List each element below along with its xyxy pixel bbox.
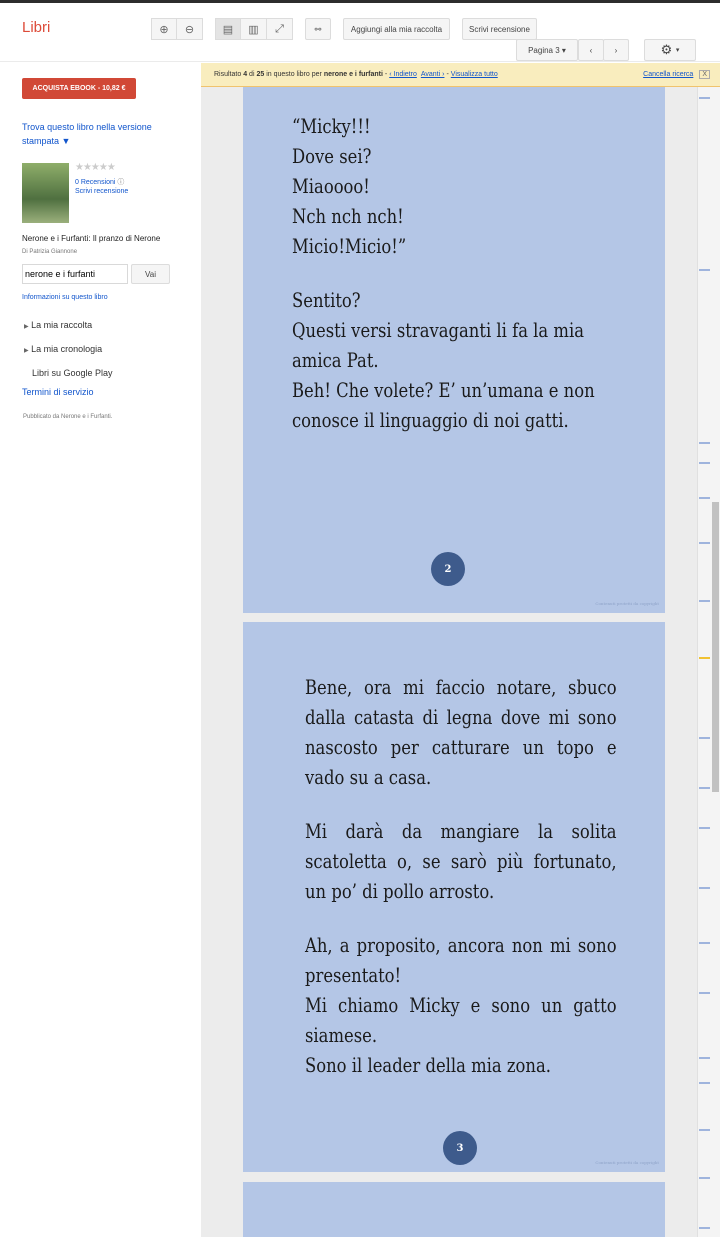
page-text [292,111,665,435]
my-history-label: La mia cronologia [31,344,103,354]
page-paragraph: Beh! Che volete? E’ un’umana e non conosce il linguaggio di noi gatti. [292,378,595,432]
scroll-marker [699,827,710,829]
gear-icon: ⚙ [660,42,673,57]
page-select-label: Pagina 3 [528,45,560,55]
scroll-marker [699,600,710,602]
page-paragraph: Dove sei? [292,144,372,168]
sidebar [0,63,201,1237]
scroll-marker [699,269,710,271]
page-text [305,672,665,1080]
page-paragraph: Sono il leader della mia zona. [305,1053,551,1077]
page-paragraph: Micio!Micio!” [292,234,407,258]
page-paragraph: Ah, a proposito, ancora non mi sono presentato! [305,933,617,987]
scroll-marker [699,1227,710,1229]
write-review-button[interactable]: Scrivi recensione [462,18,537,40]
header [0,3,720,62]
chevron-down-icon: ▾ [675,47,680,54]
logo[interactable]: Libri [22,19,51,36]
previous-result-link[interactable]: ‹ Indietro [389,71,417,78]
triangle-right-icon: ▶ [24,348,29,354]
book-author: Di Patrizia Giannone [22,249,78,255]
page-paragraph: Mi chiamo Micky e sono un gatto siamese. [305,993,617,1047]
page-paragraph [292,261,604,285]
page-paragraph: Sentito? [292,288,361,312]
search-result-bar: Risultato 4 di 25 in questo libro per nerone e i furfanti - ‹ Indietro Avanti › - Visualizza tutto Cancella ricerca X [201,63,720,87]
terms-link[interactable]: Termini di servizio [22,387,94,397]
scroll-marker [699,737,710,739]
search-button[interactable]: Vai [131,264,170,284]
scroll-marker [699,887,710,889]
reviews-count: 0 Recensioni [75,179,116,186]
close-icon[interactable]: X [699,70,710,79]
result-text: Risultato 4 di 25 in questo libro per nerone e i furfanti - [214,71,388,78]
google-play-link[interactable]: Libri su Google Play [32,368,113,378]
scroll-marker [699,1082,710,1084]
view-all-link[interactable]: Visualizza tutto [450,71,498,78]
my-collection-label: La mia raccolta [31,320,93,330]
page-paragraph: Miaoooo! [292,174,370,198]
page-paragraph: Questi versi stravaganti li fa la mia amica Pat. [292,318,584,372]
prev-page-button[interactable]: ‹ [578,39,604,61]
scroll-marker [699,462,710,464]
book-page-2 [243,63,665,613]
book-cover[interactable] [22,163,69,223]
book-viewer [201,63,720,1237]
single-page-icon[interactable]: ▤ [215,18,241,40]
zoom-group [151,18,203,40]
scroll-marker [699,942,710,944]
search-input[interactable] [22,264,128,284]
next-page-button[interactable]: › [603,39,629,61]
zoom-in-icon[interactable]: ⊕ [151,18,177,40]
page-paragraph: Nch nch nch! [292,204,404,228]
scroll-marker [699,992,710,994]
write-review-link[interactable]: Scrivi recensione [75,188,129,195]
publisher-note: Pubblicato da Nerone e i Furfanti. [23,414,113,420]
reviews-link[interactable] [75,177,124,187]
my-collection-item[interactable] [24,320,92,330]
scroll-marker [699,657,710,659]
page-paragraph: Mi darà da mangiare la solita scatoletta o, se sarò più fortunato, un po’ di pollo arrosto. [305,819,617,903]
book-title: Nerone e i Furfanti: Il pranzo di Nerone [22,234,161,243]
scroll-marker [699,1057,710,1059]
rating-stars: ★★★★★ [75,162,115,173]
link-icon[interactable]: ⚯ [305,18,331,40]
view-mode-group [215,18,293,40]
two-page-icon[interactable]: ▥ [241,18,267,40]
next-result-link[interactable]: Avanti › [420,71,445,78]
scroll-marker [699,442,710,444]
triangle-right-icon: ▶ [24,324,29,330]
watermark: Contenuti protetti da copyright [595,1160,659,1165]
book-page-4 [243,1182,665,1237]
watermark: Contenuti protetti da copyright [595,601,659,606]
scroll-marker [699,1129,710,1131]
scrollbar-thumb[interactable] [712,502,719,792]
add-collection-button[interactable]: Aggiungi alla mia raccolta [343,18,450,40]
scroll-marker [699,787,710,789]
page-paragraph: Bene, ora mi faccio notare, sbuco dalla catasta di legna dove mi sono nascosto per catturare un topo e vado su a casa. [305,675,617,789]
scroll-marker [699,542,710,544]
page-paragraph [305,906,617,930]
scroll-marker [699,497,710,499]
page-number: 3 [443,1131,477,1165]
find-print-link[interactable]: Trova questo libro nella versione stampata ▼ [22,122,152,146]
book-page-3 [243,622,665,1172]
page-paragraph: “Micky!!! [292,114,371,138]
scroll-marker [699,1177,710,1179]
scrollbar[interactable] [697,87,720,1237]
zoom-out-icon[interactable]: ⊖ [177,18,203,40]
info-icon: ⓘ [117,179,125,186]
my-history-item[interactable] [24,344,102,354]
page-number: 2 [431,552,465,586]
page-paragraph [305,792,617,816]
buy-ebook-button[interactable]: ACQUISTA EBOOK - 10,82 € [22,78,136,99]
fullscreen-icon[interactable]: ⤢ [267,18,293,40]
page-select[interactable]: Pagina 3 ▾ [516,39,578,61]
scroll-marker [699,97,710,99]
cancel-search-link[interactable]: Cancella ricerca [643,71,694,78]
settings-button[interactable] [644,39,696,61]
about-book-link[interactable]: Informazioni su questo libro [22,294,108,301]
